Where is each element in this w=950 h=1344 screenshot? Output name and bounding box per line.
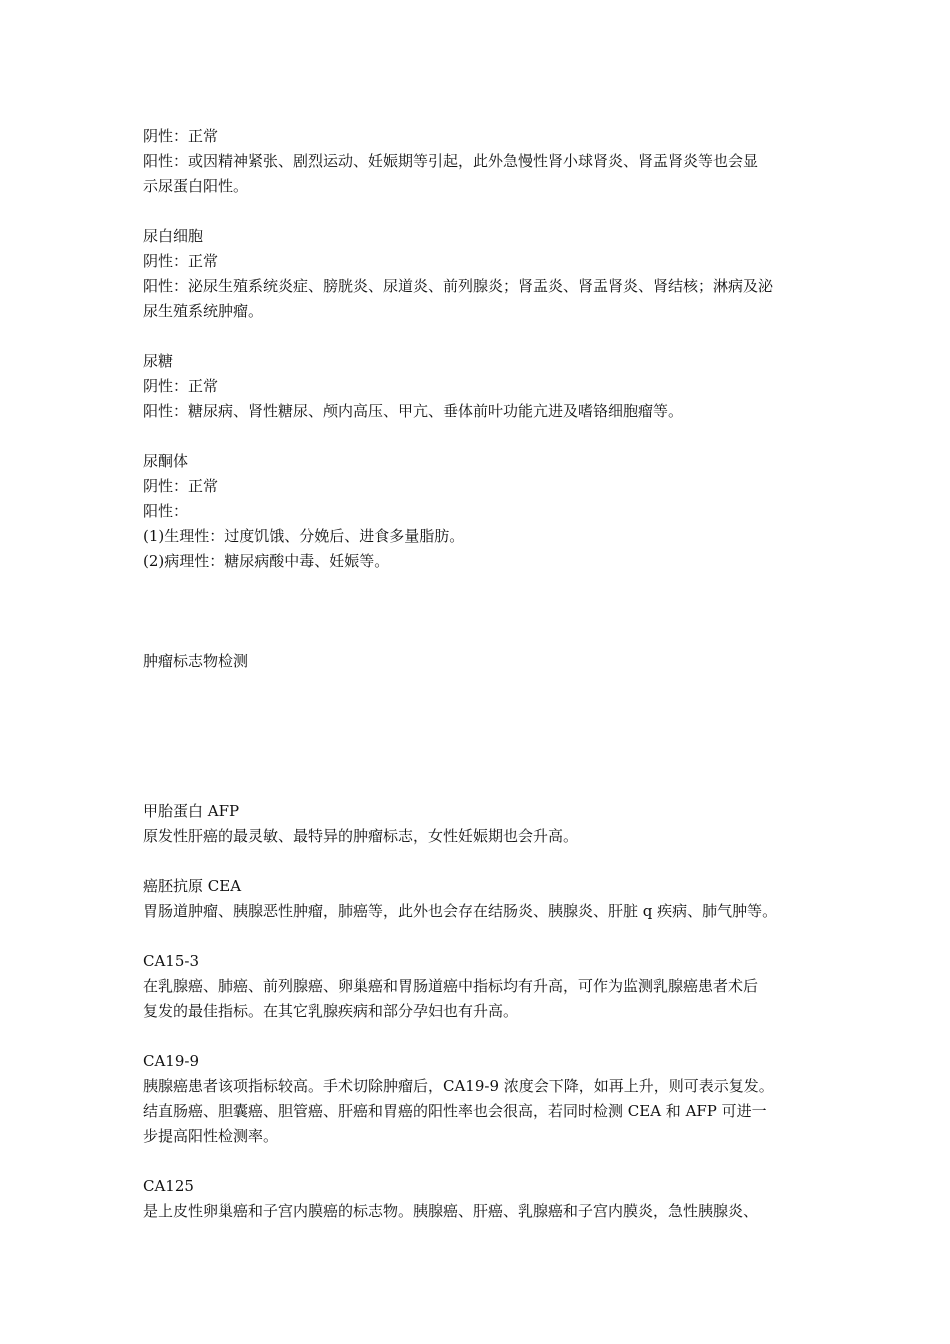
ca153-desc-line2: 复发的最佳指标。在其它乳腺疾病和部分孕妇也有升高。 xyxy=(143,1002,519,1020)
spacer xyxy=(143,324,811,349)
urine-wbc-negative: 阴性：正常 xyxy=(143,252,219,270)
spacer xyxy=(143,1024,811,1049)
ca153-section xyxy=(143,949,811,1024)
urine-wbc-positive-line2: 尿生殖系统肿瘤。 xyxy=(143,302,264,320)
spacer xyxy=(143,1149,811,1174)
urine-wbc-title: 尿白细胞 xyxy=(143,227,204,245)
urine-protein-positive-line2: 示尿蛋白阳性。 xyxy=(143,177,249,195)
urine-ketone-title: 尿酮体 xyxy=(143,452,189,470)
urine-glucose-title: 尿糖 xyxy=(143,352,174,370)
urine-ketone-item1: (1)生理性：过度饥饿、分娩后、进食多量脂肪。 xyxy=(143,527,465,545)
cea-desc: 胃肠道肿瘤、胰腺恶性肿瘤，肺癌等，此外也会存在结肠炎、胰腺炎、肝脏 q 疾病、肺气肿等。 xyxy=(143,902,778,920)
ca125-title: CA125 xyxy=(143,1177,194,1195)
spacer xyxy=(143,574,811,649)
afp-desc: 原发性肝癌的最灵敏、最特异的肿瘤标志，女性妊娠期也会升高。 xyxy=(143,827,579,845)
ca199-title: CA19-9 xyxy=(143,1052,200,1070)
urine-glucose-positive: 阳性：糖尿病、肾性糖尿、颅内高压、甲亢、垂体前叶功能亢进及嗜铬细胞瘤等。 xyxy=(143,402,684,420)
ca199-section xyxy=(143,1049,811,1149)
urine-ketone-positive: 阳性： xyxy=(143,502,189,520)
spacer xyxy=(143,924,811,949)
document-page xyxy=(143,124,811,1224)
ca199-desc-line2: 结直肠癌、胆囊癌、胆管癌、肝癌和胃癌的阳性率也会很高，若同时检测 CEA 和 AFP 可进一 xyxy=(143,1102,767,1120)
tumor-markers-heading: 肿瘤标志物检测 xyxy=(143,652,249,670)
urine-wbc-section xyxy=(143,224,811,324)
ca153-title: CA15-3 xyxy=(143,952,200,970)
cea-section xyxy=(143,874,811,924)
urine-glucose-section xyxy=(143,349,811,424)
urine-protein-positive-line1: 阳性：或因精神紧张、剧烈运动、妊娠期等引起，此外急慢性肾小球肾炎、肾盂肾炎等也会显 xyxy=(143,152,759,170)
afp-section xyxy=(143,799,811,849)
spacer xyxy=(143,674,811,799)
ca199-desc-line1: 胰腺癌患者该项指标较高。手术切除肿瘤后，CA19-9 浓度会下降，如再上升，则可表示复发。 xyxy=(143,1077,774,1095)
urine-glucose-negative: 阴性：正常 xyxy=(143,377,219,395)
spacer xyxy=(143,199,811,224)
ca199-desc-line3: 步提高阳性检测率。 xyxy=(143,1127,279,1145)
urine-ketone-negative: 阴性：正常 xyxy=(143,477,219,495)
ca125-desc-line1: 是上皮性卵巢癌和子宫内膜癌的标志物。胰腺癌、肝癌、乳腺癌和子宫内膜炎，急性胰腺炎、 xyxy=(143,1202,759,1220)
ca153-desc-line1: 在乳腺癌、肺癌、前列腺癌、卵巢癌和胃肠道癌中指标均有升高，可作为监测乳腺癌患者术后 xyxy=(143,977,759,995)
spacer xyxy=(143,424,811,449)
urine-ketone-section xyxy=(143,449,811,574)
urine-protein-section xyxy=(143,124,811,199)
cea-title: 癌胚抗原 CEA xyxy=(143,877,242,895)
urine-ketone-item2: (2)病理性：糖尿病酸中毒、妊娠等。 xyxy=(143,552,390,570)
afp-title: 甲胎蛋白 AFP xyxy=(143,802,240,820)
urine-protein-negative: 阴性：正常 xyxy=(143,127,219,145)
spacer xyxy=(143,849,811,874)
ca125-section xyxy=(143,1174,811,1224)
urine-wbc-positive-line1: 阳性：泌尿生殖系统炎症、膀胱炎、尿道炎、前列腺炎；肾盂炎、肾盂肾炎、肾结核；淋病及泌 xyxy=(143,277,774,295)
